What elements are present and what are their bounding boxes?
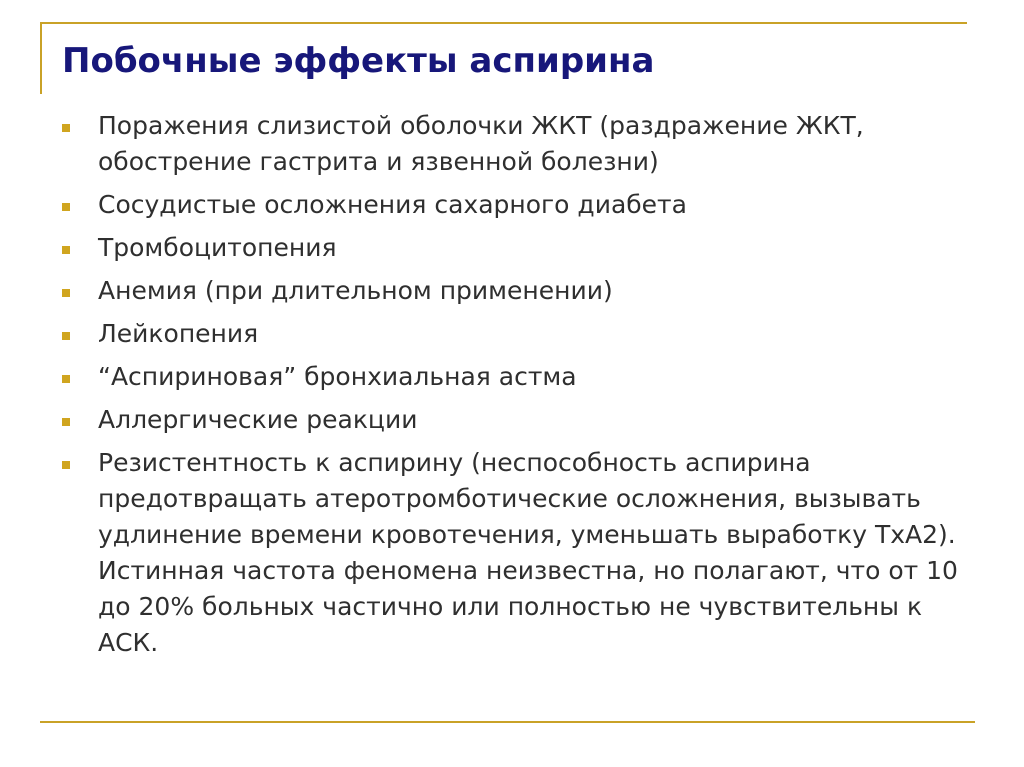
list-item-text: Резистентность к аспирину (неспособность аспирина предотвращать атеротромботические осложнения, вызывать удлинение времени кровотечения, уменьшать выработку ТхА2). Истинная частота феномена неизвестна, но полагают, что от 10 до 20% больных частично или полностью не чувствительны к АСК. (98, 448, 958, 657)
square-bullet-icon (62, 461, 70, 469)
list-item (60, 316, 960, 352)
square-bullet-icon (62, 289, 70, 297)
list-item-text: “Аспириновая” бронхиальная астма (98, 362, 577, 391)
square-bullet-icon (62, 418, 70, 426)
list-item (60, 187, 960, 223)
top-rule (40, 22, 967, 24)
square-bullet-icon (62, 124, 70, 132)
square-bullet-icon (62, 375, 70, 383)
list-item-text: Аллергические реакции (98, 405, 418, 434)
list-item (60, 273, 960, 309)
bottom-rule (40, 721, 975, 723)
list-item-text: Анемия (при длительном применении) (98, 276, 613, 305)
square-bullet-icon (62, 332, 70, 340)
list-item (60, 402, 960, 438)
square-bullet-icon (62, 246, 70, 254)
list-item-text: Тромбоцитопения (98, 233, 337, 262)
list-item (60, 230, 960, 266)
list-item-text: Сосудистые осложнения сахарного диабета (98, 190, 687, 219)
list-item (60, 108, 960, 180)
slide-title: Побочные эффекты аспирина (62, 41, 655, 81)
left-accent-rule (40, 22, 42, 94)
square-bullet-icon (62, 203, 70, 211)
list-item (60, 445, 960, 661)
list-item (60, 359, 960, 395)
list-item-text: Поражения слизистой оболочки ЖКТ (раздражение ЖКТ, обострение гастрита и язвенной болезни) (98, 111, 864, 176)
bullet-list (60, 108, 960, 668)
list-item-text: Лейкопения (98, 319, 259, 348)
